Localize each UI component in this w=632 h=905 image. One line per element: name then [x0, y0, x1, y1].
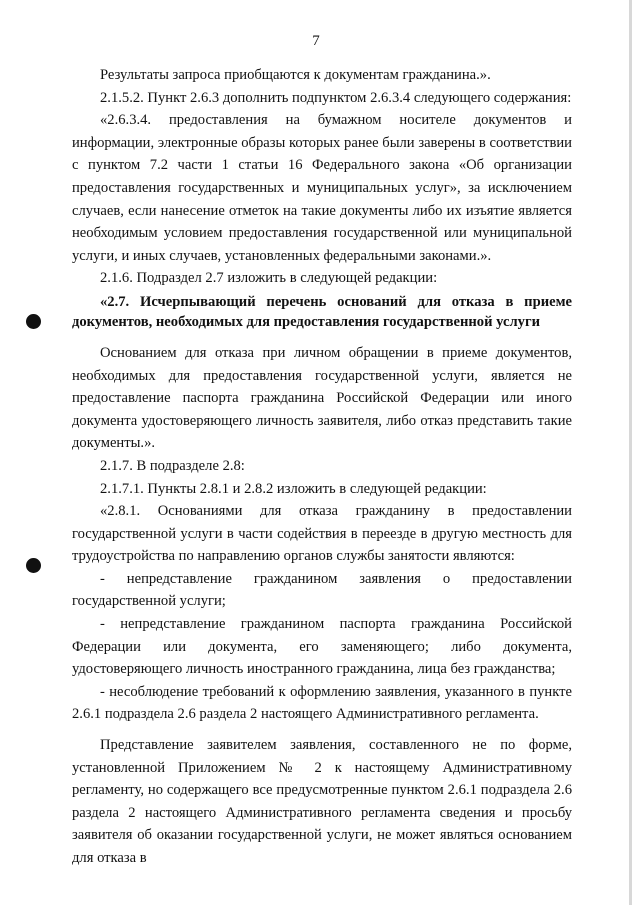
- document-body: [72, 64, 572, 870]
- list-item-no-passport: - непредставление гражданином паспорта гражданина Российской Федерации или документа, его заменяющего; либо документа, удостоверяющего личность иностранного гражданина, лица без гражданства;: [72, 616, 572, 678]
- section-heading-2-7: «2.7. Исчерпывающий перечень оснований для отказа в приеме документов, необходимых для предоставления государственной услуги: [72, 293, 572, 330]
- page-number: 7: [312, 33, 320, 49]
- paragraph-refusal-grounds: Основанием для отказа при личном обращении в приеме документов, необходимых для предоставления государственной услуги, является не предоставление паспорта гражданина Российской Федерации или иного документа удостоверяющего личность заявителя, либо отказ представить такие документы.».: [72, 344, 572, 452]
- paragraph-2-1-7-1: 2.1.7.1. Пункты 2.8.1 и 2.8.2 изложить в следующей редакции:: [100, 480, 487, 497]
- list-item-no-application: - непредставление гражданином заявления о предоставлении государственной услуги;: [72, 570, 572, 610]
- paragraph-2-1-7: 2.1.7. В подразделе 2.8:: [100, 457, 245, 474]
- punch-hole-mark: [26, 314, 41, 329]
- paragraph-request-results: Результаты запроса приобщаются к документам гражданина.».: [100, 67, 491, 83]
- paragraph-2-1-6: 2.1.6. Подраздел 2.7 изложить в следующей редакции:: [100, 270, 438, 287]
- paragraph-2-6-3-4: «2.6.3.4. предоставления на бумажном носителе документов и информации, электронные образы которых ранее были заверены в соответствии с пунктом 7.2 части 1 статьи 16 Федерального закона «Об организации предоставления государственных и муниципальных услуг», за исключением случаев, если нанесение отметок на такие документы либо их изъятие является необходимым условием предоставления государственной или муниципальной услуги, и иных случаев, установленных федеральными законами.».: [72, 112, 572, 264]
- paragraph-application-form: Представление заявителем заявления, составленного не по форме, установленной Приложением № 2 к настоящему Административному регламенту, но содержащего все предусмотренные пунктом 2.6.1 подраздела 2.6 раздела 2 настоящего Административного регламента сведения и просьбу заявителя об оказании государственной услуги, не может являться основанием для отказа в: [72, 737, 572, 866]
- paragraph-2-8-1: «2.8.1. Основаниями для отказа гражданину в предоставлении государственной услуги в части содействия в переезде в другую местность для трудоустройства по направлению органов службы занятости являются:: [72, 503, 572, 565]
- punch-hole-mark: [26, 558, 41, 573]
- list-item-noncompliance: - несоблюдение требований к оформлению заявления, указанного в пункте 2.6.1 подраздела 2.6 раздела 2 настоящего Административного регламента.: [72, 683, 572, 723]
- paragraph-2-1-5-2: 2.1.5.2. Пункт 2.6.3 дополнить подпунктом 2.6.3.4 следующего содержания:: [100, 89, 572, 106]
